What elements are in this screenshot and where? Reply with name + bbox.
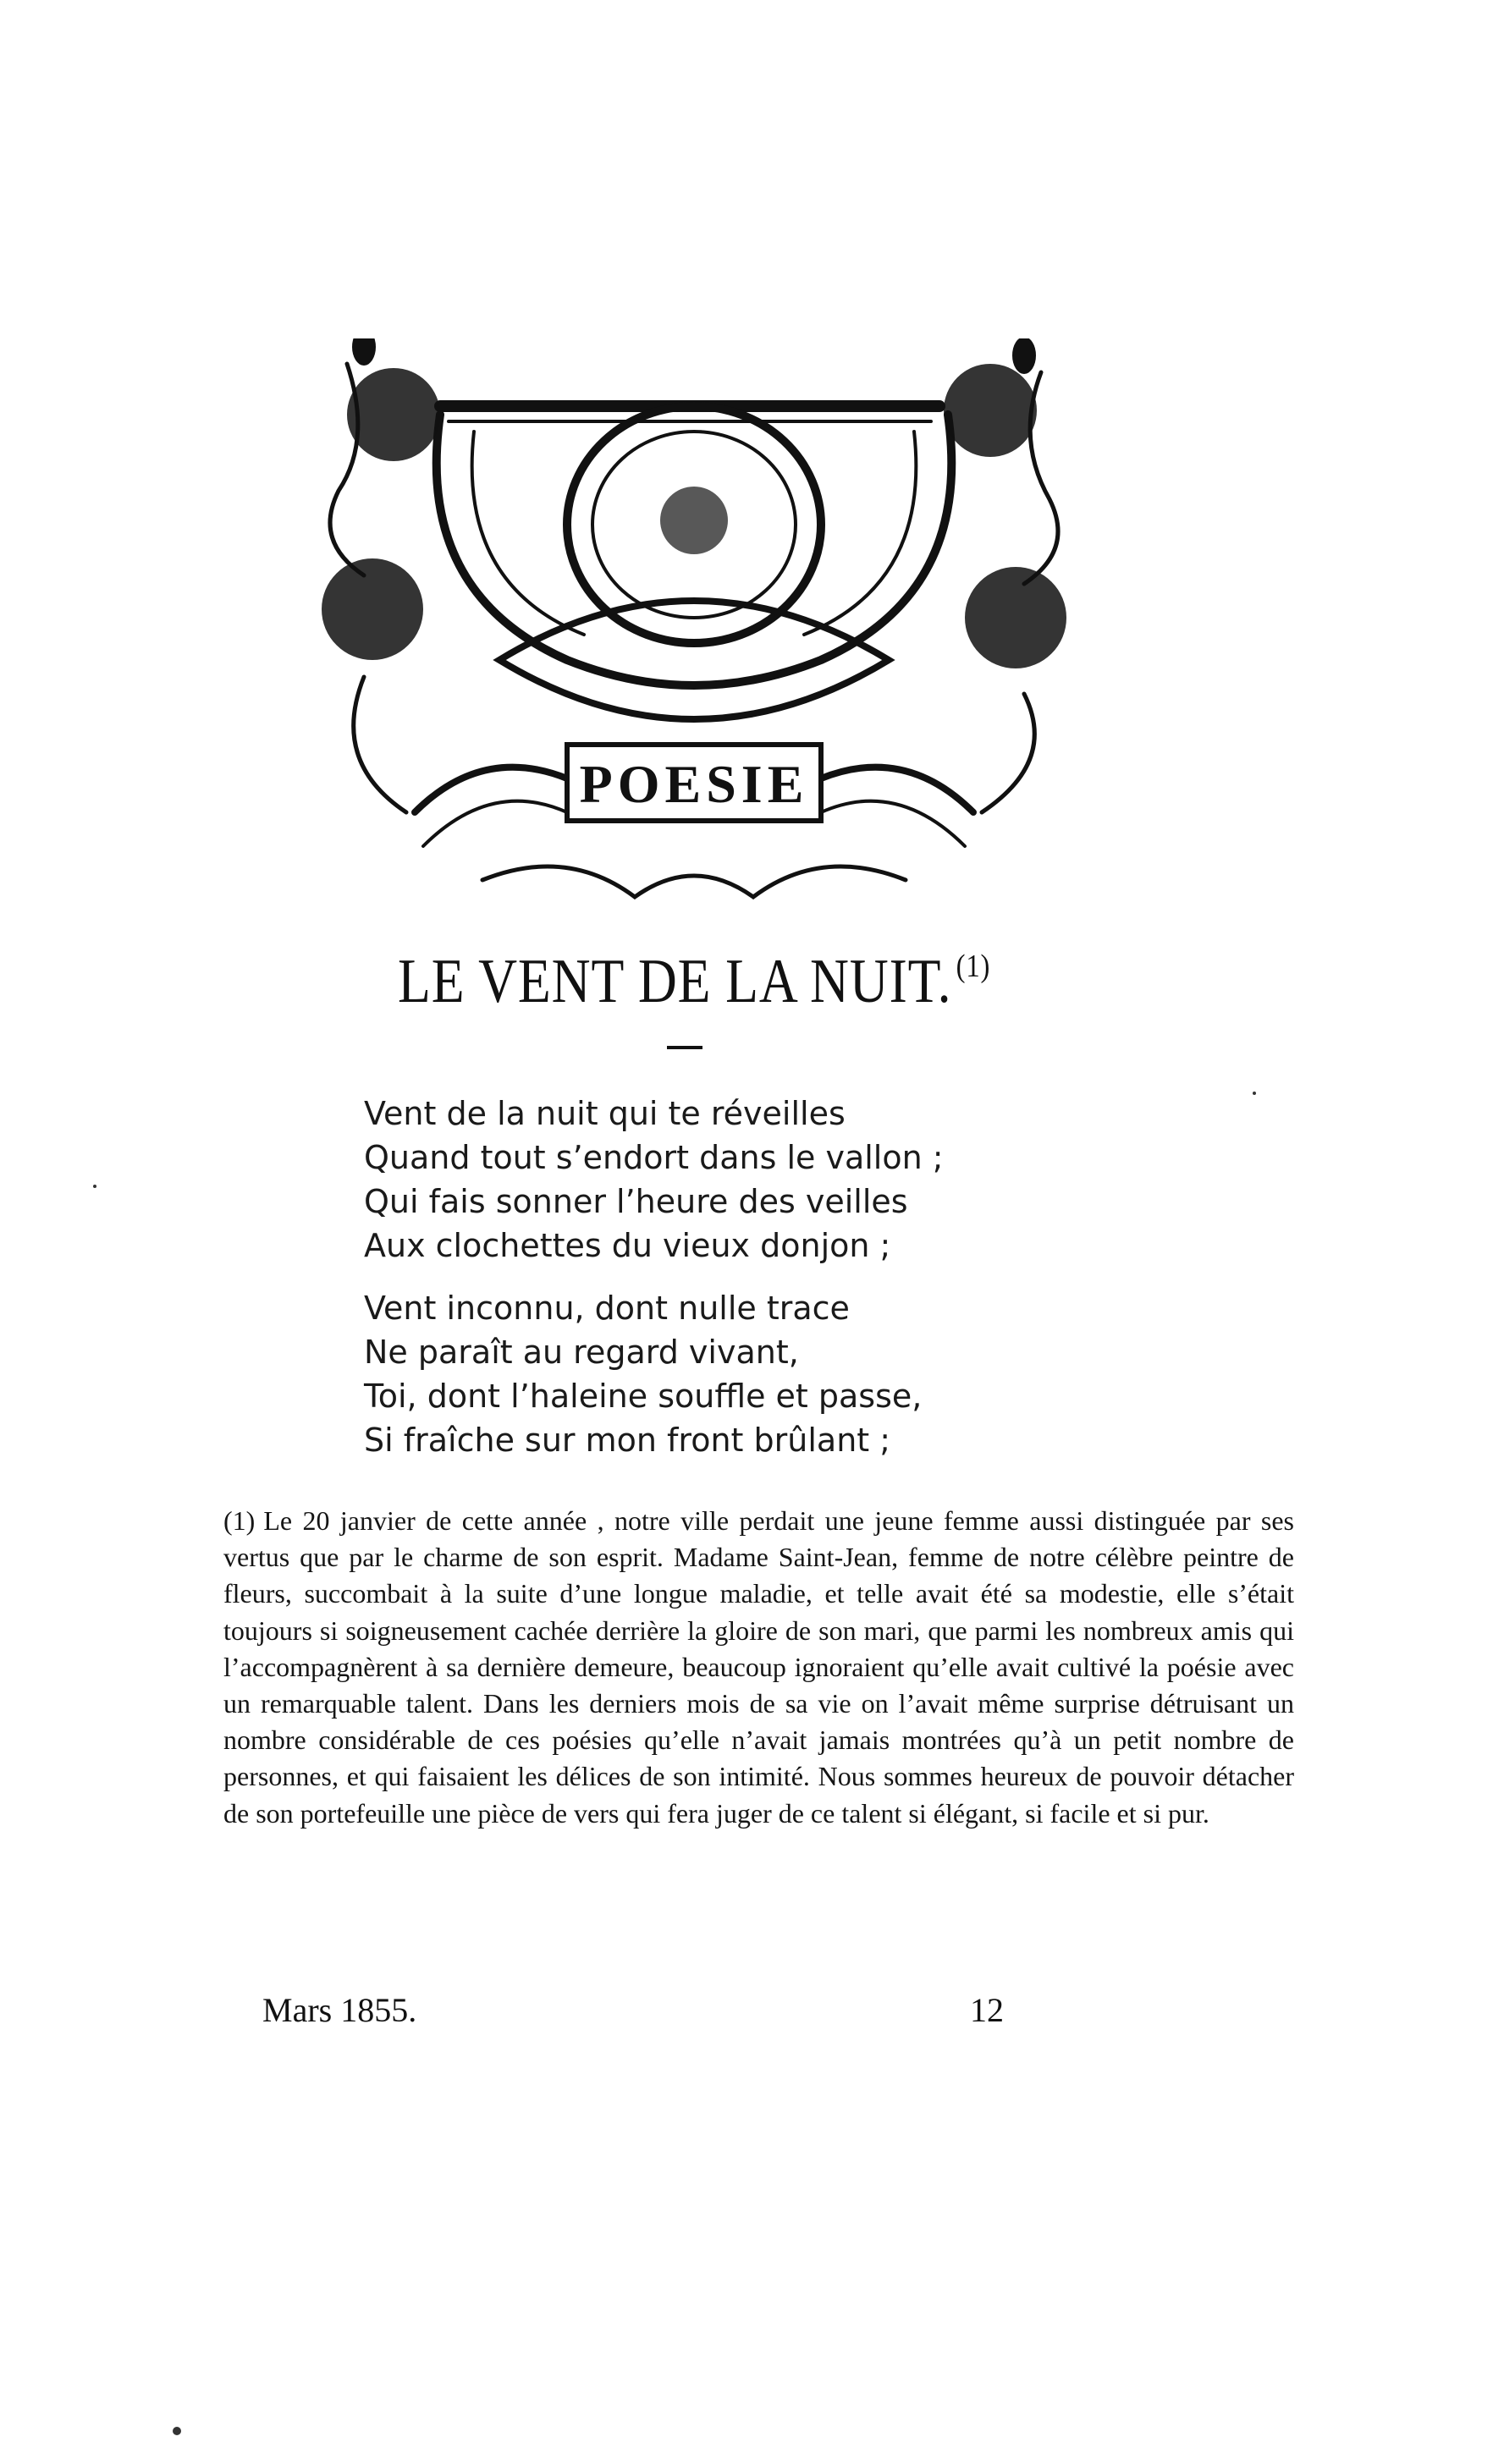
poem-line: Ne paraît au regard vivant,	[364, 1334, 799, 1371]
vignette-drawing	[313, 338, 1075, 931]
vignette-banner-text: POESIE	[579, 754, 809, 814]
title-footnote-marker: (1)	[956, 949, 991, 984]
poem-title-text: LE VENT DE LA NUIT.	[398, 947, 952, 1016]
poem-body	[364, 1092, 1210, 1481]
title-rule	[667, 1046, 702, 1049]
stanza-1	[364, 1092, 1210, 1268]
poem-line: Toi, dont l’haleine souffle et passe,	[364, 1378, 923, 1415]
poem-line: Vent de la nuit qui te réveilles	[364, 1095, 846, 1132]
footnote-text: Le 20 janvier de cette année , notre ville perdait une jeune femme aussi distinguée par ses vertus que par le charme de son esprit. Madame Saint-Jean, femme de notre célèbre peintre de fleurs, succombait à la suite d’une longue maladie, et telle avait été sa modestie, elle s’était toujours si soigneusement cachée derrière la gloire de son mari, que parmi les nombreux amis qui l’accompagnèrent à sa dernière demeure, beaucoup ignoraient qu’elle avait cultivé la poésie avec un remarquable talent. Dans les derniers mois de sa vie on l’avait même surprise détruisant un nombre considérable de ces poésies qu’elle n’avait jamais montrées qu’à un petit nombre de personnes, et qui faisaient les délices de son intimité. Nous sommes heureux de pouvoir détacher de son portefeuille une pièce de vers qui fera juger de ce talent si élégant, si facile et si pur.	[223, 1505, 1294, 1829]
print-speck	[173, 2427, 181, 2435]
footnote-marker: (1)	[223, 1505, 256, 1536]
issue-date: Mars 1855.	[262, 1991, 417, 2029]
poem-line: Quand tout s’endort dans le vallon ;	[364, 1139, 944, 1176]
poesie-vignette-illustration	[313, 338, 1075, 931]
stanza-2	[364, 1286, 1210, 1462]
poem-line: Aux clochettes du vieux donjon ;	[364, 1227, 891, 1264]
poem-line: Qui fais sonner l’heure des veilles	[364, 1183, 908, 1220]
poem-title	[398, 946, 1053, 1018]
print-speck	[1253, 1092, 1256, 1095]
page-number: 12	[970, 1991, 1004, 2029]
poem-line: Vent inconnu, dont nulle trace	[364, 1290, 850, 1327]
print-speck	[93, 1185, 96, 1188]
poem-line: Si fraîche sur mon front brûlant ;	[364, 1422, 891, 1459]
footnote	[223, 1503, 1294, 1832]
